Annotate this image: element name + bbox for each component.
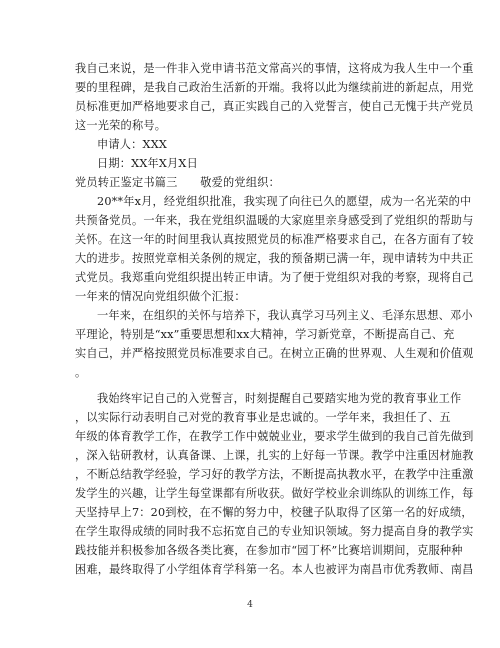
text-line: ，以实际行动表明自己对党的教育事业是忠诚的。一学年来，我担任了、五 xyxy=(75,411,451,424)
text-line: 20**年x月，经党组织批准，我实现了向往已久的愿望，成为一名光荣的中 xyxy=(97,195,472,208)
text-line: 践技能并积极参加各级各类比赛，在参加市“园丁杯”比赛培训期间，克服种种 xyxy=(75,544,463,557)
text-line: 大的进步。按照党章相关条例的规定，我的预备期已满一年，现申请转为中共正 xyxy=(75,252,474,265)
text-line: ，深入钻研教材，认真备课、上课，扎实的上好每一节课。教学中注重因材施教 xyxy=(75,449,474,462)
text-line: 员标准更加严格地要求自己，真正实践自己的入党誓言，使自己无愧于共产党员 xyxy=(75,100,474,113)
text-line: 式党员。我郑重向党组织提出转正申请。为了便于党组织对我的考察，现将自己 xyxy=(75,271,474,284)
text-line: ，不断总结教学经验，学习好的教学方法，不断提高执教水平，在教学中注重激 xyxy=(75,468,474,481)
applicant-line: 申请人：XXX xyxy=(97,138,168,151)
text-line: 平理论，特别是“xx”重要思想和xx大精神，学习新党章，不断提高自己、充 xyxy=(75,328,455,341)
text-line: 我自己来说，是一件非入党申请书范文常高兴的事情，这将成为我人生中一个重 xyxy=(75,62,474,75)
text-line: 实自己，并严格按照党员标准要求自己。在树立正确的世界观、人生观和价值观 xyxy=(75,347,474,360)
section-heading: 党员转正鉴定书篇三 敬爱的党组织： xyxy=(75,176,280,189)
text-line: 一年来，在组织的关怀与培养下，我认真学习马列主义、毛泽东思想、邓小 xyxy=(97,309,473,322)
text-line: 在学生取得成绩的同时我不忘拓宽自己的专业知识领域。努力提高自身的教学实 xyxy=(75,525,474,538)
text-line: 这一光荣的称号。 xyxy=(75,119,167,132)
text-line: 一年来的情况向党组织做个汇报： xyxy=(75,290,246,303)
date-line: 日期：XX年X月X日 xyxy=(97,157,198,170)
document-body xyxy=(75,59,474,579)
text-line: 年级的体育教学工作，在教学工作中兢兢业业，要求学生做到的我自己首先做到 xyxy=(75,430,474,443)
text-line: 天坚持早上7：20到校，在不懈的努力中，校毽子队取得了区第一名的好成绩， xyxy=(75,506,473,519)
text-line: 发学生的兴趣，让学生每堂课都有所收获。做好学校业余训练队的训练工作，每 xyxy=(75,487,474,500)
text-line: 要的里程碑，是我自己政治生活新的开端。我将以此为继续前进的新起点，用党 xyxy=(75,81,474,94)
text-line: 我始终牢记自己的入党誓言，时刻提醒自己要踏实地为党的教育事业工作 xyxy=(97,392,462,405)
page-number: 4 xyxy=(247,600,253,610)
text-line: 共预备党员。一年来，我在党组织温暖的大家庭里亲身感受到了党组织的帮助与 xyxy=(75,214,474,227)
text-line: 困难，最终取得了小学组体育学科第一名。本人也被评为南昌市优秀教师、南昌 xyxy=(75,563,474,576)
text-line: 。 xyxy=(75,366,87,379)
text-line: 关怀。在这一年的时间里我认真按照党员的标准严格要求自己，在各方面有了较 xyxy=(75,233,474,246)
